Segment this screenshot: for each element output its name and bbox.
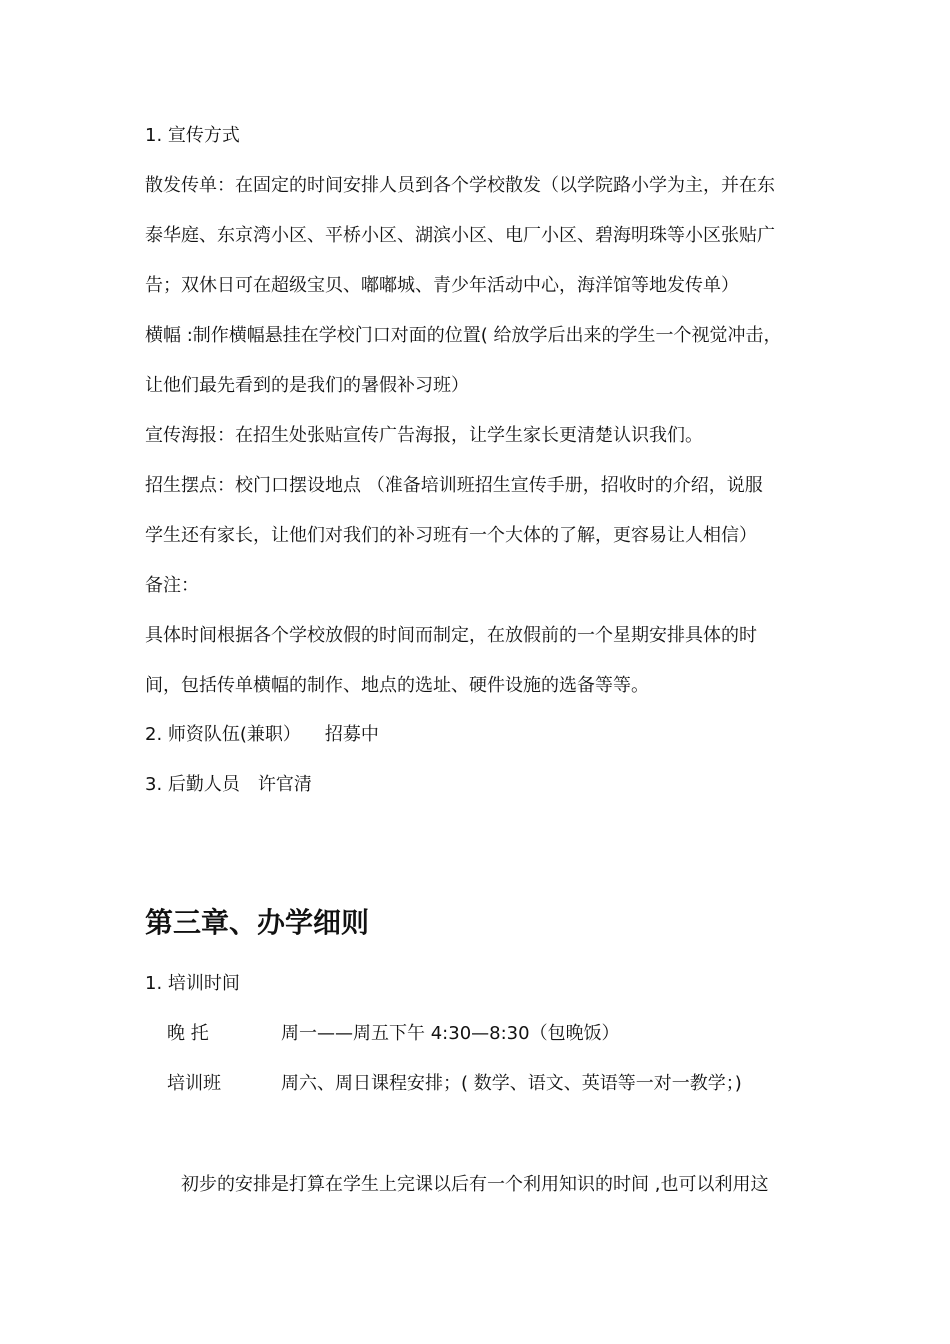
- banner-line-1: 横幅 :制作横幅悬挂在学校门口对面的位置( 给放学后出来的学生一个视觉冲击，: [145, 325, 782, 346]
- note-line-1: 具体时间根据各个学校放假的时间而制定，在放假前的一个星期安排具体的时: [145, 625, 757, 646]
- poster-line: 宣传海报：在招生处张贴宣传广告海报，让学生家长更清楚认识我们。: [145, 425, 703, 446]
- logistics-line: [145, 772, 312, 798]
- schedule-label: 培训班: [167, 1073, 221, 1094]
- booth-line-2: 学生还有家长，让他们对我们的补习班有一个大体的了解，更容易让人相信）: [145, 525, 757, 546]
- training-time-title: 1. 培训时间: [145, 973, 240, 994]
- flyers-line-2: 泰华庭、东京湾小区、平桥小区、湖滨小区、电厂小区、碧海明珠等小区张贴广: [145, 225, 775, 246]
- banner-line-2: 让他们最先看到的是我们的暑假补习班）: [145, 375, 469, 396]
- chapter-title: 第三章、办学细则: [145, 906, 370, 939]
- flyers-line-3: 告；双休日可在超级宝贝、嘟嘟城、青少年活动中心，海洋馆等地发传单）: [145, 275, 739, 296]
- teachers-label: 2. 师资队伍(兼职）: [145, 724, 301, 745]
- logistics-label: 3. 后勤人员: [145, 774, 240, 795]
- promotion-title: 1. 宣传方式: [145, 125, 240, 146]
- note-line-2: 间，包括传单横幅的制作、地点的选址、硬件设施的选备等等。: [145, 675, 649, 696]
- body-paragraph: 初步的安排是打算在学生上完课以后有一个利用知识的时间 ,也可以利用这: [181, 1174, 769, 1195]
- teachers-value: 招募中: [324, 724, 379, 745]
- schedule-value: 周六、周日课程安排；( 数学、语文、英语等一对一教学；): [281, 1073, 742, 1094]
- schedule-value: 周一——周五下午 4:30—8:30（包晚饭）: [281, 1023, 620, 1044]
- note-label: 备注：: [145, 575, 199, 596]
- schedule-label: 晚 托: [167, 1023, 209, 1044]
- teachers-line: [145, 722, 379, 748]
- logistics-value: 许官清: [257, 774, 312, 795]
- flyers-line-1: 散发传单：在固定的时间安排人员到各个学校散发（以学院路小学为主，并在东: [145, 175, 775, 196]
- booth-line-1: 招生摆点：校门口摆设地点 （准备培训班招生宣传手册，招收时的介绍，说服: [145, 475, 763, 496]
